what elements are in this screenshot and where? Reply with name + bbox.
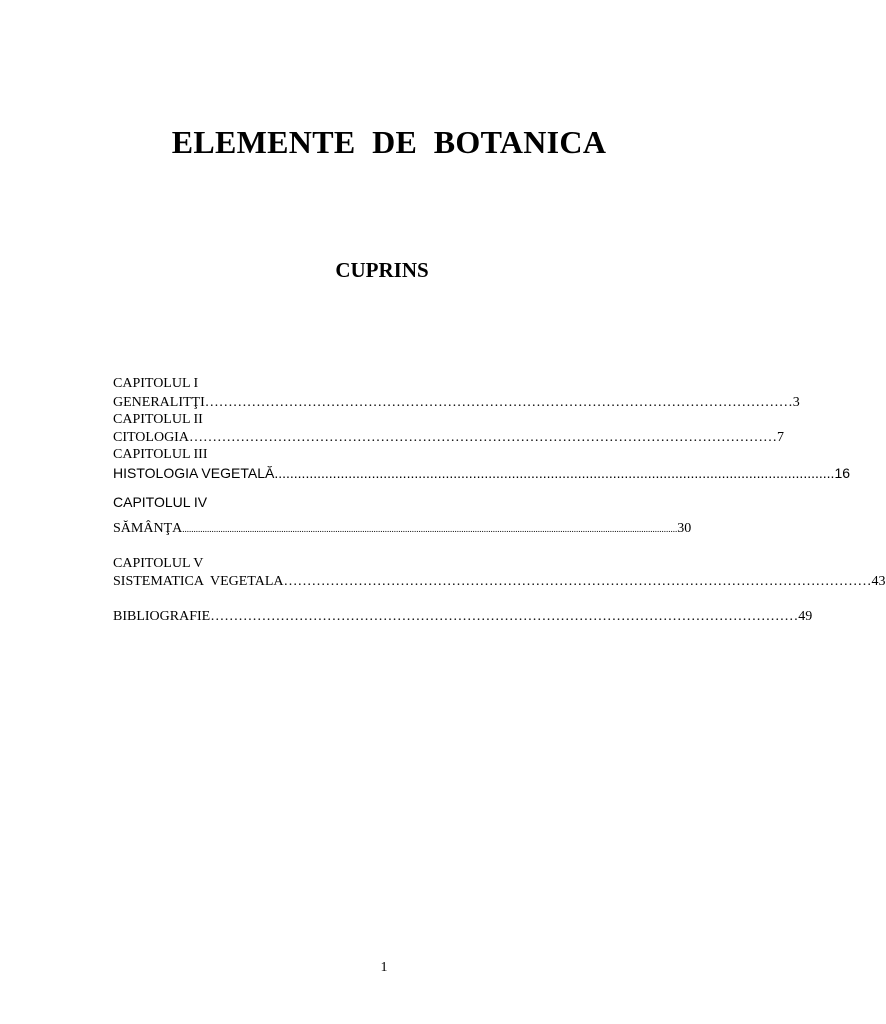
leader-dots: ............................................................................................................................................................................................................................: [182, 524, 678, 534]
leader-dots: ………………………………………………………………………………………………………………: [188, 430, 777, 445]
leader-dots: ………………………………………………………………………………………………………………: [283, 574, 872, 589]
chapter-5-page: 43: [871, 574, 886, 589]
chapter-5-entry[interactable]: [113, 574, 886, 590]
leader-dots: ………………………………………………………………………………………………………………: [210, 609, 799, 624]
chapter-1-title: GENERALITŢI: [113, 395, 205, 410]
chapter-4-title: SĂMÂNŢA: [113, 521, 183, 536]
bibliography-entry[interactable]: [113, 609, 813, 625]
leader-dots: ………………………………………………………………………………………………………………: [204, 395, 793, 410]
bibliography-title: BIBLIOGRAFIE: [113, 609, 211, 624]
chapter-2-heading: CAPITOLUL II: [113, 412, 203, 427]
bibliography-page: 49: [798, 609, 813, 624]
leader-dots: ................................................................................................................................................: [274, 465, 835, 481]
chapter-4-page: 30: [677, 521, 692, 536]
chapter-4-heading: CAPITOLUL IV: [113, 494, 208, 510]
toc-heading: CUPRINS: [335, 258, 429, 282]
chapter-1-page: 3: [792, 395, 800, 410]
chapter-2-page: 7: [776, 430, 784, 445]
chapter-5-title: SISTEMATICA VEGETALA: [113, 574, 284, 589]
chapter-3-title: HISTOLOGIA VEGETALĂ: [113, 465, 275, 481]
page-number: 1: [380, 960, 388, 975]
chapter-3-entry[interactable]: [113, 465, 851, 481]
chapter-2-entry[interactable]: [113, 430, 784, 446]
chapter-5-heading: CAPITOLUL V: [113, 556, 204, 571]
chapter-3-page: 16: [834, 465, 851, 481]
chapter-1-entry[interactable]: [113, 395, 800, 411]
document-title: ELEMENTE DE BOTANICA: [171, 124, 607, 160]
chapter-2-title: CITOLOGIA: [113, 430, 189, 445]
chapter-4-entry[interactable]: [113, 521, 692, 537]
chapter-3-heading: CAPITOLUL III: [113, 447, 208, 462]
chapter-1-heading: CAPITOLUL I: [113, 376, 199, 391]
